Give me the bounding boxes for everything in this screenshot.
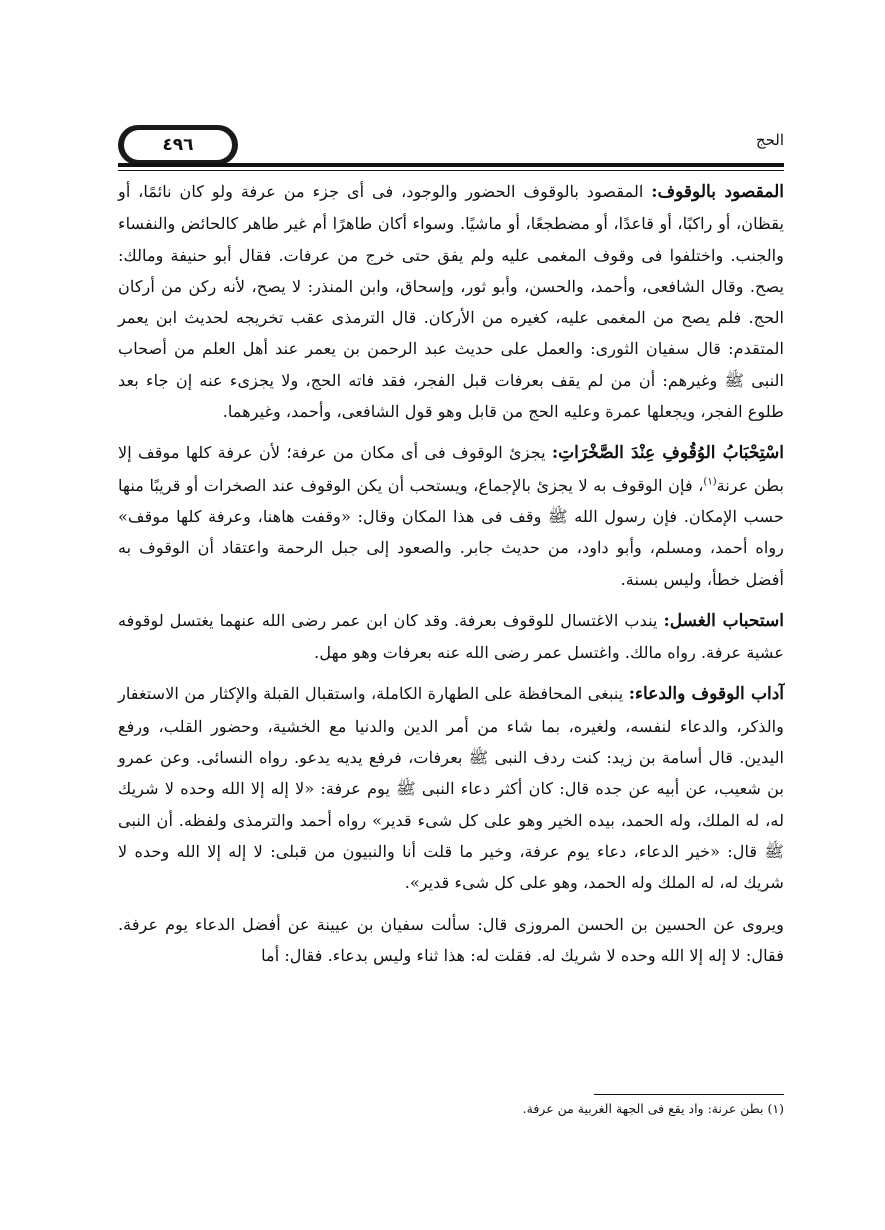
header-rule-thick (118, 163, 784, 167)
paragraph-standing-meaning (118, 176, 784, 427)
paragraph-text: ينبغى المحافظة على الطهارة الكاملة، واستقبال القبلة والإكثار من الاستغفار والذكر، والدعاء لنفسه، ولغيره، بما شاء من أمر الدين والدنيا مع الخشية، وحضور القلب، ورفع اليدين. قال أسامة بن زيد: كنت ردف النبى ﷺ بعرفات، فرفع يديه يدعو. رواه النسائى. وعن عمرو بن شعيب، عن أبيه عن جده قال: كان أكثر دعاء النبى ﷺ يوم عرفة: «لا إله إلا الله وحده لا شريك له، له الملك، وله الحمد، بيده الخير وهو على كل شىء قدير» رواه أحمد والترمذى ولفظه. أن النبى ﷺ قال: «خير الدعاء، دعاء يوم عرفة، وخير ما قلت أنا والنبيون من قبلى: لا إله إلا الله وحده لا شريك له، له الملك وله الحمد، وهو على كل شىء قدير». (118, 684, 784, 893)
header-rule-thin (118, 170, 784, 171)
paragraph-text: يندب الاغتسال للوقوف بعرفة. وقد كان ابن عمر رضى الله عنهما يغتسل لوقوفه عشية عرفة. رواه مالك. واغتسل عمر رضى الله عنه بعرفات وهو مهل. (118, 610, 784, 663)
section-heading: استحباب الغسل: (663, 610, 784, 631)
section-heading: المقصود بالوقوف: (651, 182, 784, 202)
paragraph-etiquette (118, 678, 784, 898)
footnote-marker: (١) (703, 476, 717, 488)
paragraph-text: المقصود بالوقوف الحضور والوجود، فى أى جزء من عرفة ولو كان نائمًا، أو يقظان، أو راكبًا، أو قاعدًا، أو مضطجعًا، أو ماشيًا. وسواء أكان طاهرًا أم غير طاهر كالحائض والنفساء والجنب. واختلفوا فى وقوف المغمى عليه ولم يفق حتى خرج من عرفات. فقال أبو حنيفة ومالك: يصح. وقال الشافعى، وأحمد، والحسن، وأبو ثور، وإسحاق، وابن المنذر: لا يصح، لأنه ركن من أركان الحج. فلم يصح من المغمى عليه، كغيره من الأركان. قال الترمذى عقب تخريجه لحديث ابن يعمر المتقدم: قال سفيان الثورى: والعمل على حديث عبد الرحمن بن يعمر عند أهل العلم من أصحاب النبى ﷺ وغيرهم: أن من لم يقف بعرفات قبل الفجر، فقد فاته الحج، ولا يجزىء عنه إن جاء بعد طلوع الفجر، ويجعلها عمرة وعليه الحج من قابل وهو قول الشافعى، وأحمد، وغيرهما. (118, 182, 784, 422)
paragraph-narration (118, 909, 784, 972)
page-header (118, 125, 784, 175)
paragraph-rocks (118, 437, 784, 594)
section-heading: اسْتِحْبَابُ الوُقُوفِ عِنْدَ الصَّخْرَاتِ: (551, 443, 784, 464)
page-number: ٤٩٦ (124, 130, 232, 160)
running-title: الحج (755, 131, 784, 149)
paragraph-text: ، فإن الوقوف به لا يجزئ بالإجماع، ويستحب أن يكن الوقوف عند الصخرات أو قريبًا منها حسب الإمكان. فإن رسول الله ﷺ وقف فى هذا المكان وقال: «وقفت هاهنا، وعرفة كلها موقف» رواه أحمد، ومسلم، وأبو داود، من حديث جابر. والصعود إلى جبل الرحمة واعتقاد أن الوقوف به أفضل خطأ، وليس بسنة. (118, 475, 784, 589)
footnote-rule (594, 1094, 784, 1095)
section-heading: آداب الوقوف والدعاء: (628, 684, 784, 705)
page-number-badge (118, 125, 238, 165)
body-text (118, 176, 784, 981)
footnote: (١) بطن عرنة: واد يقع فى الجهة الغربية من عرفة. (522, 1101, 784, 1116)
paragraph-text: يجزئ الوقوف فى أى مكان من عرفة؛ لأن عرفة كلها موقف إلا بطن عرنة (118, 443, 784, 495)
paragraph-ghusl (118, 605, 784, 669)
paragraph-text: ويروى عن الحسين بن الحسن المروزى قال: سألت سفيان بن عيينة عن أفضل الدعاء يوم عرفة. فقال: لا إله إلا الله وحده لا شريك له. فقلت له: هذا ثناء وليس بدعاء. فقال: أما (118, 914, 784, 965)
